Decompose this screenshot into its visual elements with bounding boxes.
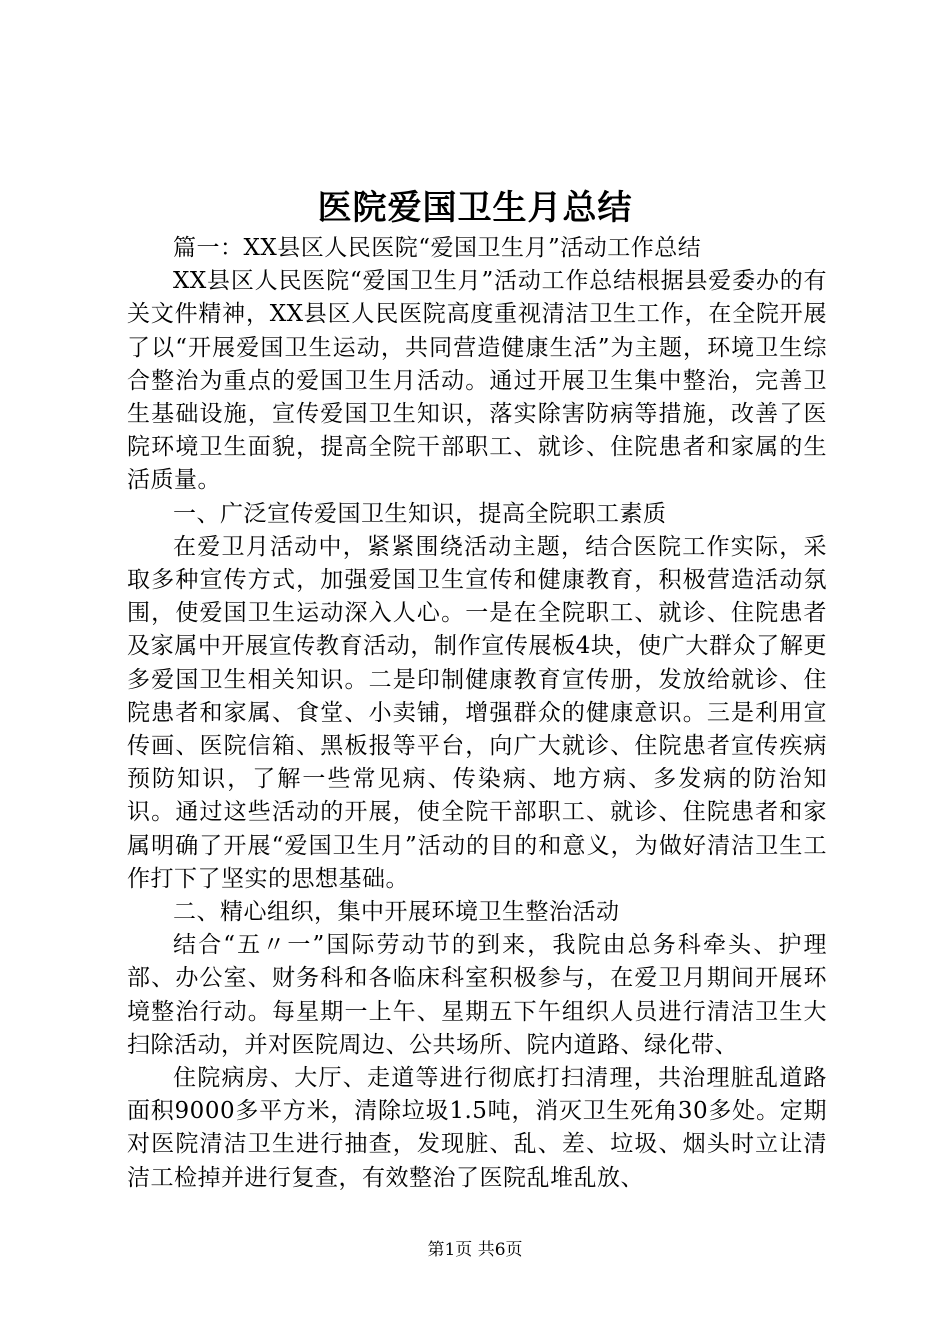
document-title: 医院爱国卫生月总结 (317, 188, 633, 228)
paragraph-section-2-continued: 住院病房、大厅、走道等进行彻底打扫清理，共治理脏乱道路面积9000多平方米，清除垃圾1.5吨，消灭卫生死角30多处。定期对医院清洁卫生进行抽查，发现脏、乱、差、垃圾、烟头时立让清洁工检掉并进行复查，有效整治了医院乱堆乱放、 (127, 1065, 827, 1191)
paragraph-section-2-body: 结合“五〃一”国际劳动节的到来，我院由总务科牵头、护理部、办公室、财务科和各临床科室积极参与，在爱卫月期间开展环境整治行动。每星期一上午、星期五下午组织人员进行清洁卫生大扫除活动，并对医院周边、公共场所、院内道路、绿化带、 (127, 932, 827, 1058)
document-body (127, 232, 827, 1195)
paragraph-intro: XX县区人民医院“爱国卫生月”活动工作总结根据县爱委办的有关文件精神，XX县区人民医院高度重视清洁卫生工作，在全院开展了以“开展爱国卫生运动，共同营造健康生活”为主题，环境卫生综合整治为重点的爱国卫生月活动。通过开展卫生集中整治，完善卫生基础设施，宣传爱国卫生知识，落实除害防病等措施，改善了医院环境卫生面貌，提高全院干部职工、就诊、住院患者和家属的生活质量。 (127, 268, 827, 494)
paragraph-section-2-heading: 二、精心组织，集中开展环境卫生整治活动 (173, 899, 620, 926)
paragraph-heading-article: 篇一：XX县区人民医院“爱国卫生月”活动工作总结 (173, 235, 702, 261)
paragraph-section-1-body: 在爱卫月活动中，紧紧围绕活动主题，结合医院工作实际，采取多种宣传方式，加强爱国卫生宣传和健康教育，积极营造活动氛围，使爱国卫生运动深入人心。一是在全院职工、就诊、住院患者及家属中开展宣传教育活动，制作宣传展板4块，使广大群众了解更多爱国卫生相关知识。二是印制健康教育宣传册，发放给就诊、住院患者和家属、食堂、小卖铺，增强群众的健康意识。三是利用宣传画、医院信箱、黑板报等平台，向广大就诊、住院患者宣传疾病预防知识，了解一些常见病、传染病、地方病、多发病的防治知识。通过这些活动的开展，使全院干部职工、就诊、住院患者和家属明确了开展“爱国卫生月”活动的目的和意义，为做好清洁卫生工作打下了坚实的思想基础。 (127, 533, 827, 892)
page-number-footer: 第1页 共6页 (427, 1240, 523, 1260)
paragraph-section-1-heading: 一、广泛宣传爱国卫生知识，提高全院职工素质 (173, 500, 667, 527)
